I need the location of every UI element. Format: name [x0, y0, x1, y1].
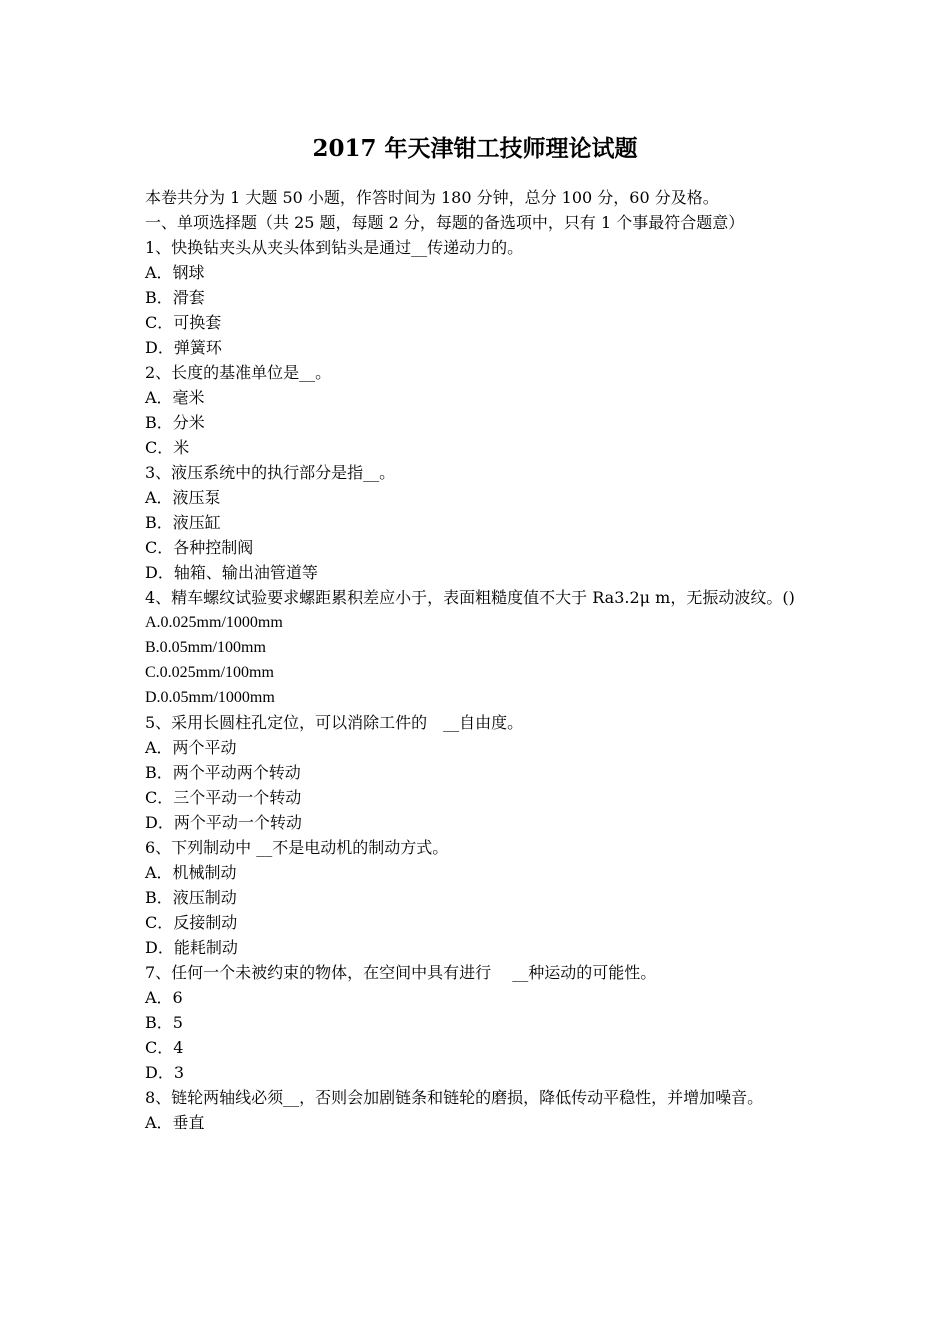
answer-option: B．滑套 — [145, 288, 205, 307]
answer-option: C．各种控制阀 — [145, 538, 254, 557]
question-stem: 7、任何一个未被约束的物体，在空间中具有进行 __种运动的可能性。 — [145, 963, 657, 982]
question-6 — [145, 835, 810, 960]
question-stem: 5、采用长圆柱孔定位，可以消除工件的 __自由度。 — [145, 713, 524, 732]
answer-option: D．轴箱、输出油管道等 — [145, 563, 318, 582]
exam-intro: 本卷共分为 1 大题 50 小题，作答时间为 180 分钟，总分 100 分，60 分及格。 — [145, 188, 719, 207]
answer-option: A．两个平动 — [145, 738, 237, 757]
answer-option: B．5 — [145, 1013, 183, 1032]
question-stem: 1、快换钻夹头从夹头体到钻头是通过__传递动力的。 — [145, 238, 524, 257]
answer-option: C．三个平动一个转动 — [145, 788, 302, 807]
answer-option: A．6 — [145, 988, 183, 1007]
answer-option: B．液压制动 — [145, 888, 237, 907]
question-1 — [145, 235, 810, 360]
answer-option: A．液压泵 — [145, 488, 221, 507]
question-stem: 6、下列制动中 __不是电动机的制动方式。 — [145, 838, 449, 857]
answer-option: C．4 — [145, 1038, 184, 1057]
section-heading: 一、单项选择题（共 25 题，每题 2 分，每题的备选项中，只有 1 个事最符合题意） — [145, 213, 745, 232]
question-stem: 2、长度的基准单位是__。 — [145, 363, 332, 382]
answer-option: D．弹簧环 — [145, 338, 222, 357]
question-stem: 4、精车螺纹试验要求螺距累积差应小于，表面粗糙度值不大于 Ra3.2μ m，无振动波纹。() — [145, 588, 795, 607]
document-title: 2017 年天津钳工技师理论试题 — [312, 135, 638, 162]
answer-option: A．机械制动 — [145, 863, 237, 882]
question-5 — [145, 710, 810, 835]
answer-option: C．反接制动 — [145, 913, 238, 932]
question-7 — [145, 960, 810, 1085]
answer-option: D．两个平动一个转动 — [145, 813, 302, 832]
document-body — [145, 185, 810, 1135]
question-stem: 8、链轮两轴线必须__，否则会加剧链条和链轮的磨损，降低传动平稳性，并增加噪音。 — [145, 1088, 764, 1107]
answer-option: D．能耗制动 — [145, 938, 238, 957]
answer-option: B.0.05mm/100mm — [145, 639, 266, 656]
question-4 — [145, 585, 810, 710]
answer-option: C．米 — [145, 438, 190, 457]
answer-option: A.0.025mm/1000mm — [145, 614, 283, 631]
answer-option: A．钢球 — [145, 263, 205, 282]
answer-option: B．液压缸 — [145, 513, 221, 532]
answer-option: B．两个平动两个转动 — [145, 763, 301, 782]
answer-option: D．3 — [145, 1063, 185, 1082]
question-stem: 3、液压系统中的执行部分是指__。 — [145, 463, 396, 482]
answer-option: A．毫米 — [145, 388, 205, 407]
answer-option: C．可换套 — [145, 313, 222, 332]
answer-option: C.0.025mm/100mm — [145, 664, 274, 681]
question-3 — [145, 460, 810, 585]
answer-option: A．垂直 — [145, 1113, 205, 1132]
answer-option: B．分米 — [145, 413, 205, 432]
question-2 — [145, 360, 810, 460]
answer-option: D.0.05mm/1000mm — [145, 689, 275, 706]
question-8 — [145, 1085, 810, 1135]
